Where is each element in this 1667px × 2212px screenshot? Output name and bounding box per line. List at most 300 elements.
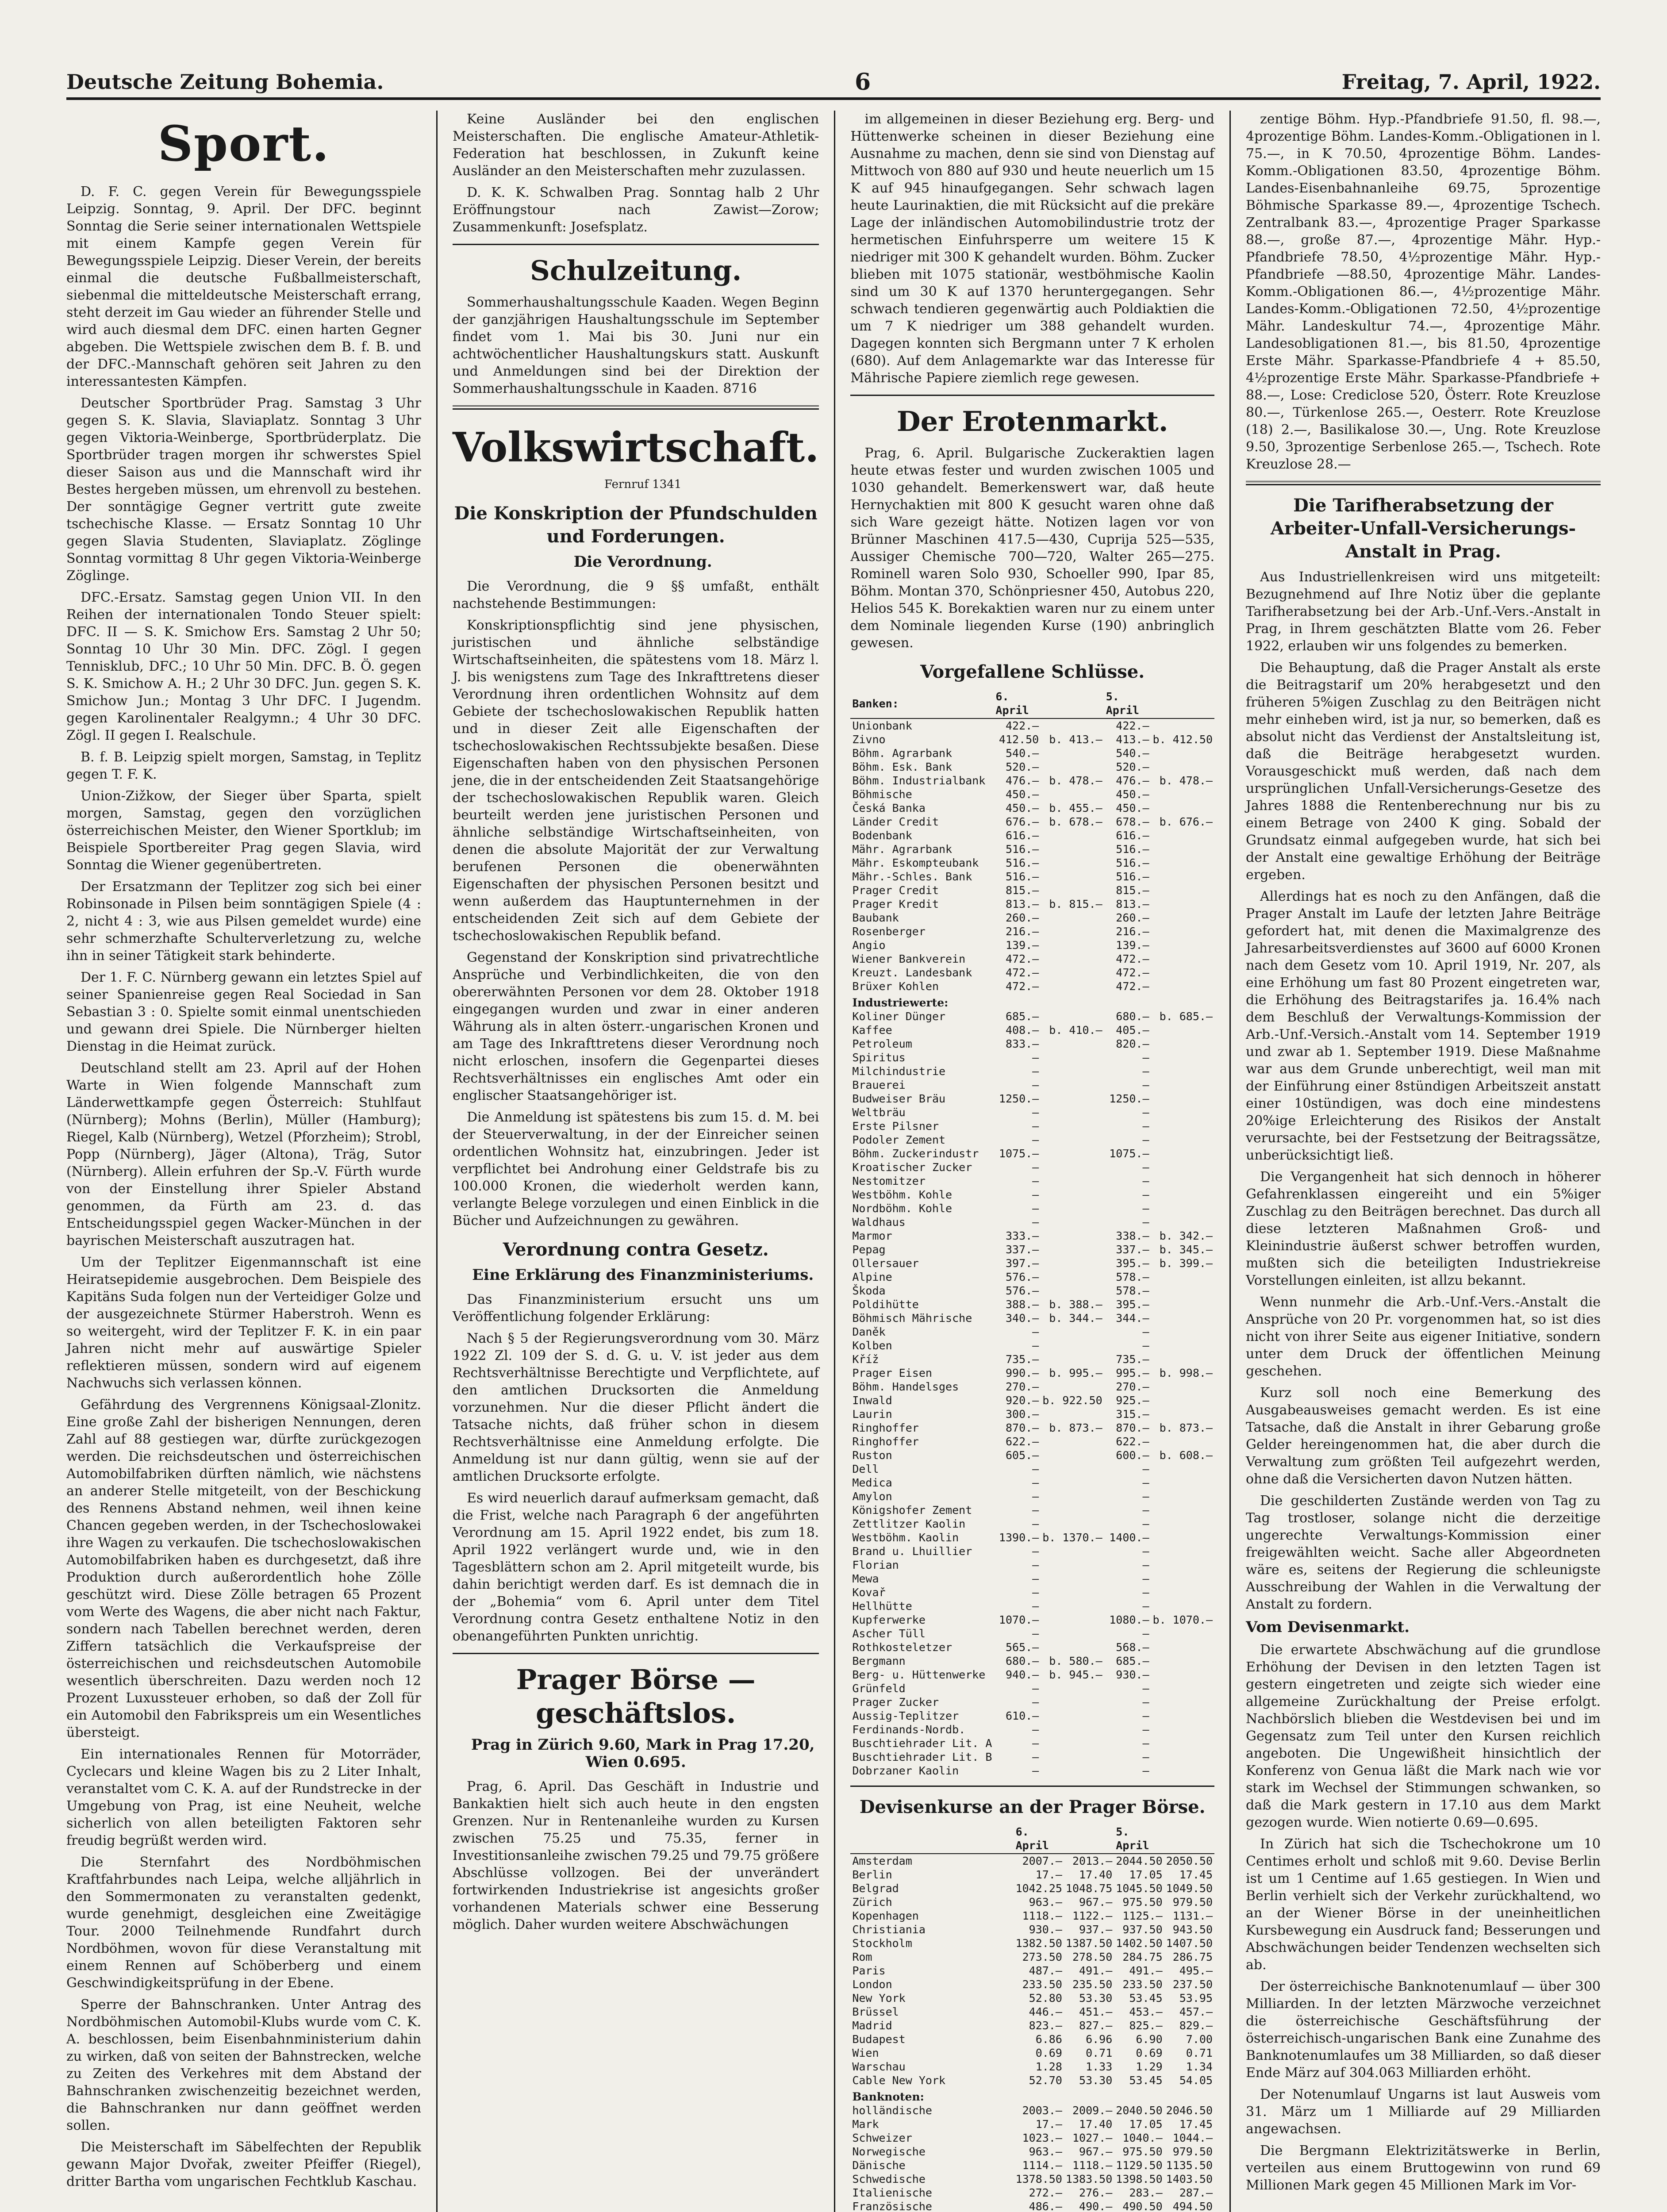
row-label: Kaffee — [852, 1024, 892, 1037]
row-value: 276.— — [1079, 2186, 1113, 2199]
row-label: Ferdinands-Nordb. — [852, 1723, 966, 1736]
row-value — [1151, 1106, 1214, 1119]
row-value: 616.— — [1005, 829, 1039, 842]
economy-title: Volkswirtschaft. — [453, 423, 819, 471]
divider — [453, 1653, 819, 1654]
row-value — [1151, 829, 1214, 842]
row-value: 600.— — [1116, 1449, 1149, 1462]
row-value — [1041, 718, 1104, 733]
table-row — [850, 787, 1214, 801]
row-value — [1151, 1517, 1214, 1531]
row-value — [1041, 1448, 1104, 1462]
row-label: Zettlitzer Kaolin — [852, 1517, 966, 1530]
sport-title: Sport. — [157, 115, 330, 172]
row-value — [1151, 870, 1214, 883]
row-value — [1041, 746, 1104, 760]
row-value — [1151, 883, 1214, 897]
row-value — [1151, 746, 1214, 760]
table-row — [850, 1640, 1214, 1654]
row-value: 450.— — [1005, 788, 1039, 801]
row-value: 450.— — [1116, 802, 1149, 814]
row-label: Florian — [852, 1559, 899, 1571]
table-row — [850, 1991, 1214, 2005]
row-value — [1151, 1270, 1214, 1284]
row-value: 1400.— — [1109, 1531, 1149, 1544]
row-value — [1041, 1202, 1104, 1215]
table-row — [850, 1599, 1214, 1613]
row-value — [1151, 1051, 1214, 1064]
row-value — [1151, 1586, 1214, 1599]
row-value: 1135.50 — [1166, 2159, 1213, 2172]
paragraph: Nach § 5 der Regierungsverordnung vom 30. März 1922 Zl. 109 der S. d. G. u. V. ist jeder aus dem Rechtsverhältnisse Berechtigte und Verpflichtete, auf den amtlichen Drucksorten die Anmeldung vorzunehmen. Nur die dieser Pflicht ändert die Tatsache nichts, daß früher schon in diesem Rechtsverhältnisse eine Anmeldung erfolgte. Die Anmeldung ist nur dann gültig, wenn sie auf der amtlichen Drucksorte erfolgte. — [453, 1331, 819, 1484]
closings-table — [850, 689, 1214, 1778]
closings-title: Vorgefallene Schlüsse. — [920, 661, 1145, 682]
industry-group — [850, 993, 1214, 1010]
row-value: 446.— — [1029, 2005, 1062, 2018]
row-value: b. 455.— — [1049, 802, 1102, 814]
row-value: — — [1142, 1709, 1149, 1722]
row-value — [1041, 1243, 1104, 1256]
row-value: — — [1032, 1325, 1039, 1338]
row-value: 676.— — [1005, 815, 1039, 828]
table-row — [850, 1750, 1214, 1764]
row-value: 813.— — [1116, 898, 1149, 910]
row-value: 408.— — [1005, 1024, 1039, 1037]
row-value: — — [1032, 1079, 1039, 1091]
paragraph: Sperre der Bahnschranken. Unter Antrag des Nordböhmischen Automobil-Klubs wurde vom C. K. A. beschlossen, beim Eisenbahnministerium dahin zu wirken, daß von seiten der Bahnstrecken, welche zu Zeiten des Verkehres mit dem Abstand der Bahnschranken zwischenzeitig bezeichnet werden, die Bahnschranken nur dann geöffnet werden sollen. — [66, 1997, 421, 2133]
article-subtitle: Die Verordnung. — [573, 553, 712, 571]
row-value: — — [1142, 1106, 1149, 1119]
row-label: Buschtiehrader Lit. A — [852, 1737, 992, 1750]
row-value: 815.— — [1005, 884, 1039, 897]
table-row — [850, 870, 1214, 883]
row-value: 735.— — [1116, 1353, 1149, 1366]
sport-paragraphs — [66, 183, 421, 2190]
row-label: Länder Credit — [852, 815, 939, 828]
row-value: — — [1032, 1696, 1039, 1709]
row-value: 516.— — [1005, 856, 1039, 869]
table-row — [850, 1709, 1214, 1723]
row-label: Rom — [852, 1951, 872, 1963]
column-3 — [835, 111, 1231, 2212]
row-label: Schweizer — [852, 2131, 912, 2144]
row-value: 6.96 — [1086, 2033, 1113, 2046]
row-value: b. 478.— — [1159, 774, 1213, 787]
row-value — [1041, 1572, 1104, 1586]
banks-body — [850, 718, 1214, 993]
row-value — [1041, 842, 1104, 856]
row-value: 17.05 — [1129, 2118, 1163, 2131]
row-value: 284.75 — [1122, 1951, 1163, 1963]
row-value — [1151, 1215, 1214, 1229]
paragraph: Die erwartete Abschwächung auf die grundlose Erhöhung der Devisen in den letzten Tagen ist gestern eingetreten und zeigte sich wieder eine allgemeine Zurückhaltung der Preise erfolgt. Nachbörslich blieben die Westdevisen bei und im Gegensatz zum Teil unter den Kursen reichlich angeboten. Die Ungewißheit hinsichtlich der Konferenz von Genua läßt die Mark nach wie vor stark im Wechsel der Stimmungen schwanken, so daß die Mark gestern in 17.10 aus dem Markt gezogen wurde. Wien notierte 0.69—0.695. — [1246, 1642, 1601, 1830]
row-value — [1041, 1517, 1104, 1531]
table-row — [850, 966, 1214, 979]
row-value: 940.— — [1005, 1668, 1039, 1681]
row-value — [1041, 1380, 1104, 1394]
row-value: — — [1142, 1065, 1149, 1078]
row-value: 52.70 — [1029, 2074, 1062, 2087]
notes-header: Banknoten: — [852, 2090, 924, 2103]
row-value — [1041, 1640, 1104, 1654]
row-label: Kopenhagen — [852, 1909, 919, 1922]
row-value — [1041, 1709, 1104, 1723]
row-value: — — [1142, 1751, 1149, 1763]
row-label: Ascher Tüll — [852, 1627, 926, 1640]
row-value: 678.— — [1116, 815, 1149, 828]
bourse-title: Prager Börse — geschäftslos. — [516, 1663, 756, 1729]
row-value: 1378.50 — [1015, 2173, 1062, 2185]
row-value — [1041, 1736, 1104, 1750]
row-label: Norwegische — [852, 2145, 926, 2158]
row-value: — — [1142, 1504, 1149, 1517]
table-row — [850, 2117, 1214, 2131]
row-value — [1151, 1160, 1214, 1174]
row-value — [1041, 1119, 1104, 1133]
table-row — [850, 1978, 1214, 1991]
row-label: Rothkosteletzer — [852, 1641, 953, 1654]
table-row — [850, 815, 1214, 829]
row-value — [1151, 1558, 1214, 1572]
row-label: Italienische — [852, 2186, 932, 2199]
row-value: b. 1370.— — [1042, 1531, 1102, 1544]
row-value: — — [1142, 1517, 1149, 1530]
row-value — [1041, 1051, 1104, 1064]
row-value: — — [1032, 1751, 1039, 1763]
row-value: — — [1142, 1202, 1149, 1215]
bonds-paragraphs — [1246, 111, 1601, 473]
column-2 — [438, 111, 835, 2212]
column-4 — [1231, 111, 1601, 2212]
row-label: Warschau — [852, 2060, 906, 2073]
table-row — [850, 1010, 1214, 1023]
table-row — [850, 801, 1214, 815]
table-row — [850, 1909, 1214, 1923]
row-label: Brand u. Lhuillier — [852, 1545, 972, 1558]
table-row — [850, 1339, 1214, 1352]
row-value — [1041, 1462, 1104, 1476]
row-value — [1151, 1325, 1214, 1339]
row-value: — — [1142, 1051, 1149, 1064]
row-value — [1151, 1435, 1214, 1448]
school-title: Schulzeitung. — [530, 254, 742, 287]
row-value: 1125.— — [1122, 1909, 1163, 1922]
row-value — [1151, 1339, 1214, 1352]
row-label: Petroleum — [852, 1037, 912, 1050]
row-label: Hellhütte — [852, 1600, 912, 1613]
row-value: 870.— — [1005, 1421, 1039, 1434]
row-value — [1041, 1284, 1104, 1298]
paragraph: Keine Ausländer bei den englischen Meisterschaften. Die englische Amateur-Athletik-Federation hat beschlossen, in Zukunft keine Ausländer an den Meisterschaften mehr zuzulassen. — [453, 111, 819, 179]
row-value: b. 410.— — [1049, 1024, 1102, 1037]
row-value: 990.— — [1005, 1367, 1039, 1379]
row-value: 0.69 — [1035, 2047, 1062, 2059]
row-value: 516.— — [1005, 843, 1039, 856]
masthead — [66, 66, 1601, 100]
row-value: — — [1142, 1490, 1149, 1503]
row-value — [1151, 856, 1214, 870]
paragraph: B. f. B. Leipzig spielt morgen, Samstag, in Teplitz gegen T. F. K. — [66, 749, 421, 782]
row-label: Brüssel — [852, 2005, 899, 2018]
table-row — [850, 1764, 1214, 1778]
sport-continued — [453, 111, 819, 236]
table-header-cell: 5. April — [1114, 1824, 1164, 1854]
paragraph: Die Bergmann Elektrizitätswerke in Berlin, verteilen aus einem Bruttogewinn von rund 69 Millionen Mark gegen 45 Millionen Mark im Vor- — [1246, 2143, 1601, 2193]
row-value — [1151, 1462, 1214, 1476]
row-label: Wiener Bankverein — [852, 952, 966, 965]
table-row — [850, 1174, 1214, 1188]
row-value: 453.— — [1129, 2005, 1163, 2018]
row-value: 829.— — [1179, 2019, 1213, 2032]
row-value: 937.— — [1079, 1923, 1113, 1936]
row-value: 17.45 — [1179, 2118, 1213, 2131]
row-label: Brüxer Kohlen — [852, 980, 939, 993]
row-value — [1041, 1010, 1104, 1023]
row-value — [1151, 1531, 1214, 1544]
row-value: 235.50 — [1072, 1978, 1113, 1991]
table-row — [850, 897, 1214, 911]
row-value — [1151, 966, 1214, 979]
row-value: 2046.50 — [1166, 2104, 1213, 2117]
row-value — [1151, 897, 1214, 911]
row-value — [1041, 966, 1104, 979]
table-row — [850, 2172, 1214, 2186]
row-value — [1151, 1695, 1214, 1709]
row-value: 17.— — [1035, 2118, 1062, 2131]
paragraph: D. F. C. gegen Verein für Bewegungsspiele Leipzig. Sonntag, 9. April. Der DFC. beginnt Sonntag die Serie seiner internationalen Wettspiele mit einem Kampfe gegen Verein für Bewegungsspiele Leipzig. Dieser Verein, der bereits einmal die deutsche Fußballmeisterschaft, siebenmal die mitteldeutsche Meisterschaft errang, steht derzeit im Gau wieder an führender Stelle und wird auch diesmal dem DFC. einen harten Gegner abgeben. Die Wettspiele zwischen dem B. f. B. und der DFC.-Mannschaft gehören seit Jahren zu den interessantesten Kämpfen. — [66, 184, 421, 389]
row-value — [1041, 1092, 1104, 1106]
row-value — [1151, 1380, 1214, 1394]
decree-title: Verordnung contra Gesetz. — [503, 1239, 769, 1260]
paragraph: Wenn nunmehr die Arb.-Unf.-Vers.-Anstalt die Ansprüche von 20 Pr. vorgenommen hat, so ist dies nicht von ihrer Seite aus eigener Initiative, sondern unter dem Druck der öffentlichen Meinung geschehen. — [1246, 1294, 1601, 1379]
table-row — [850, 1325, 1214, 1339]
paragraph: Die geschilderten Zustände werden von Tag zu Tag trostloser, solange nicht die derzeitige ungerechte Verwaltungs-Kommission einer freigewählten weicht. Sache aller Abgeordneten wäre es, seitens der Regierung die schleunigste Ausschreibung der Wahlen in die Verwaltung der Anstalt zu fordern. — [1246, 1493, 1601, 1612]
row-value: b. 342.— — [1159, 1229, 1213, 1242]
row-value: 540.— — [1005, 747, 1039, 760]
row-value: 395.— — [1116, 1298, 1149, 1311]
row-value: 2044.50 — [1116, 1855, 1163, 1867]
row-value: 578.— — [1116, 1284, 1149, 1297]
table-row — [850, 1037, 1214, 1051]
row-label: Prager Eisen — [852, 1367, 932, 1379]
table-row — [850, 1668, 1214, 1682]
row-value: — — [1142, 1723, 1149, 1736]
row-value — [1041, 1133, 1104, 1147]
row-value: 260.— — [1116, 911, 1149, 924]
row-value: 388.— — [1005, 1298, 1039, 1311]
row-label: Podoler Zement — [852, 1133, 946, 1146]
row-value — [1151, 1147, 1214, 1160]
row-value: 450.— — [1116, 788, 1149, 801]
row-value: — — [1032, 1504, 1039, 1517]
row-value — [1041, 1627, 1104, 1640]
table-row — [850, 1964, 1214, 1978]
row-value: 139.— — [1116, 939, 1149, 952]
industry-header: Industriewerte: — [852, 996, 949, 1009]
row-value: 1.29 — [1136, 2060, 1163, 2073]
row-value: — — [1032, 1559, 1039, 1571]
row-value — [1151, 1640, 1214, 1654]
row-value: 338.— — [1116, 1229, 1149, 1242]
row-value: 237.50 — [1172, 1978, 1213, 1991]
row-label: Wien — [852, 2047, 879, 2059]
paragraph: Gefährdung des Vergrennens Königsaal-Zlonitz. Eine große Zahl der bisherigen Nennungen, deren Zahl auf 88 gestiegen war, dürfte zurückgezogen werden. Die reichsdeutschen und österreichischen Automobilfabriken dürften nämlich, wie nächstens an anderer Stelle mitgeteilt, von der Beschickung des Rennens Abstand nehmen, weil ihnen keine Chancen gegeben werden, in der Tschechoslowakei ihre Wagen zu verkaufen. Die tschechoslowakischen Automobilfabriken haben es durchgesetzt, daß ihre Produktion durch außerordentlich hohe Zölle geschützt wird. Diese Zölle betragen 65 Prozent vom Werte des Wagens, die aber nicht nach Faktur, sondern nach Tabellen berechnet werden, deren Ziffern tatsächlich die Verkaufspreise der österreichischen und reichsdeutschen Automobile wesentlich überschreiten. Dazu werden noch 12 Prozent Luxussteuer erhoben, so daß der Zoll für ein Automobil den Fabrikspreis um ein Wesentliches übersteigt. — [66, 1397, 421, 1740]
row-value: 340.— — [1005, 1312, 1039, 1325]
row-value: 680.— — [1116, 1010, 1149, 1023]
row-value: 1044.— — [1172, 2131, 1213, 2144]
row-value: 17.45 — [1179, 1868, 1213, 1881]
row-value: — — [1032, 1517, 1039, 1530]
row-label: Ollersauer — [852, 1257, 919, 1270]
table-row — [850, 2060, 1214, 2074]
row-value: — — [1142, 1175, 1149, 1187]
table-row — [850, 1586, 1214, 1599]
row-value: 1250.— — [999, 1092, 1039, 1105]
row-value: 17.40 — [1079, 2118, 1113, 2131]
row-value — [1041, 1352, 1104, 1366]
row-value: 422.— — [1116, 719, 1149, 732]
row-value: — — [1142, 1572, 1149, 1585]
row-value — [1151, 1407, 1214, 1421]
table-row — [850, 1476, 1214, 1490]
table-row — [850, 925, 1214, 938]
article-title: Die Konskription der Pfundschulden und Forderungen. — [454, 503, 818, 547]
table-row — [850, 2145, 1214, 2158]
notes-body — [850, 2104, 1214, 2212]
row-value: 516.— — [1005, 870, 1039, 883]
row-value: — — [1142, 1600, 1149, 1613]
row-label: London — [852, 1978, 892, 1991]
row-value: 1049.50 — [1166, 1882, 1213, 1895]
row-value: — — [1142, 1216, 1149, 1229]
masthead-page-number: 6 — [854, 68, 871, 96]
table-row — [850, 718, 1214, 733]
row-value: 6.86 — [1035, 2033, 1062, 2046]
row-label: Französische — [852, 2200, 932, 2212]
row-label: Belgrad — [852, 1882, 899, 1895]
row-label: Böhm. Zuckerindustr — [852, 1147, 979, 1160]
school-paragraphs — [453, 294, 819, 397]
table-header-cell: 5. April — [1104, 689, 1151, 718]
table-row — [850, 1503, 1214, 1517]
row-value: 405.— — [1116, 1024, 1149, 1037]
row-value: 568.— — [1116, 1641, 1149, 1654]
row-value: — — [1142, 1559, 1149, 1571]
row-value: — — [1032, 1216, 1039, 1229]
row-value — [1151, 760, 1214, 774]
table-header-cell — [1041, 689, 1104, 718]
row-value: 815.— — [1116, 884, 1149, 897]
row-value: b. 815.— — [1049, 898, 1102, 910]
row-value: 995.— — [1116, 1367, 1149, 1379]
table-row — [850, 1064, 1214, 1078]
row-value: 457.— — [1179, 2005, 1213, 2018]
row-value: 813.— — [1005, 898, 1039, 910]
row-value: 2013.— — [1072, 1855, 1113, 1867]
divider — [453, 244, 819, 245]
row-label: Koliner Dünger — [852, 1010, 946, 1023]
row-label: Angio — [852, 939, 886, 952]
row-label: Mähr. Agrarbank — [852, 843, 953, 856]
row-label: Waldhaus — [852, 1216, 906, 1229]
row-value: 333.— — [1005, 1229, 1039, 1242]
paragraph: Kurz soll noch eine Bemerkung des Ausgabeausweises gemacht werden. Es ist eine Tatsache, daß die Anstalt in ihrer Gebarung große Gelder hereingenommen hat, die aber durch die Verwaltung zum größten Teil aufgezehrt werden, ohne daß die Versicherten davon Nutzen hätten. — [1246, 1385, 1601, 1487]
row-label: Budweiser Bräu — [852, 1092, 946, 1105]
table-row — [850, 2186, 1214, 2200]
table-row — [850, 1215, 1214, 1229]
table-row — [850, 774, 1214, 787]
columns — [66, 111, 1601, 2212]
table-row — [850, 1352, 1214, 1366]
row-value: — — [1142, 1120, 1149, 1133]
row-value: 1398.50 — [1116, 2173, 1163, 2185]
row-value: — — [1032, 1202, 1039, 1215]
table-header-cell: 6. April — [994, 689, 1041, 718]
fx-market-title: Vom Devisenmarkt. — [1246, 1618, 1410, 1636]
row-value: 963.— — [1029, 1896, 1062, 1909]
table-row — [850, 2104, 1214, 2117]
row-label: New York — [852, 1992, 906, 2005]
row-value: — — [1142, 1682, 1149, 1695]
table-row — [850, 829, 1214, 842]
row-value: 54.05 — [1179, 2074, 1213, 2087]
row-value: 1042.25 — [1015, 1882, 1062, 1895]
row-value: 315.— — [1116, 1408, 1149, 1421]
row-label: Mark — [852, 2118, 879, 2131]
row-label: Dänische — [852, 2159, 906, 2172]
row-value: 967.— — [1079, 1896, 1113, 1909]
paragraph: Die Behauptung, daß die Prager Anstalt als erste die Beitragstarif um 20% herabgesetzt und den früheren 5%igen Zuschlag zu den Beiträgen nicht mehr einheben wird, ist ja nur, so bemerken, daß es absolut nicht das Verdienst der Anstaltsleitung ist, daß die Beiträge herabgesetzt wurden. Vorausgeschickt muß werden, daß nach dem ursprünglichen Unfall-Versicherungs-Gesetze des Jahres 1888 die Rentenberechnung nur bis zu einem Betrage von 2400 K ging. Sobald der Grundsatz einmal aufgegeben wurde, hat sich bei der Anstalt eine gewaltige Erhöhung der Beiträge ergeben. — [1246, 660, 1601, 883]
row-value: 979.50 — [1172, 2145, 1213, 2158]
bourse-paragraphs — [453, 1778, 819, 1933]
table-header-cell — [1064, 1824, 1114, 1854]
row-value: 53.45 — [1129, 1992, 1163, 2005]
row-label: Böhm. Industrialbank — [852, 774, 986, 787]
row-value — [1151, 1476, 1214, 1490]
row-value: 930.— — [1029, 1923, 1062, 1936]
row-value: 52.80 — [1029, 1992, 1062, 2005]
table-row — [850, 1270, 1214, 1284]
row-value: 17.05 — [1129, 1868, 1163, 1881]
row-label: Böhm. Esk. Bank — [852, 760, 953, 773]
kroten-title: Der Erotenmarkt. — [896, 405, 1168, 438]
row-value: 450.— — [1005, 802, 1039, 814]
row-value: 930.— — [1116, 1668, 1149, 1681]
row-value: — — [1142, 1339, 1149, 1352]
row-value: 1383.50 — [1065, 2173, 1113, 2185]
row-value — [1151, 1352, 1214, 1366]
table-row — [850, 1092, 1214, 1106]
row-value: — — [1032, 1339, 1039, 1352]
row-value: 516.— — [1116, 843, 1149, 856]
table-row — [850, 1243, 1214, 1256]
paragraph: Die Vergangenheit hat sich dennoch in höherer Gefahrenklassen eingereiht und ein 5%iger Zuschlag zu den Beiträgen berechnet. Das durch all diese letzteren Maßnahmen Groß- und Kleinindustrie äußerst schwer betroffen wurden, mußten sich die beteiligten Industriekreise Vorstellungen einleiten, ist allzu bekannt. — [1246, 1169, 1601, 1288]
notes-group — [850, 2087, 1214, 2104]
row-value: 395.— — [1116, 1257, 1149, 1270]
row-value: 1387.50 — [1065, 1937, 1113, 1950]
row-value: b. 399.— — [1159, 1257, 1213, 1270]
row-value: — — [1032, 1586, 1039, 1599]
row-value: 1075.— — [999, 1147, 1039, 1160]
paragraph: Prag, 6. April. Bulgarische Zuckeraktien lagen heute etwas fester und wurden zwischen 1005 und 1030 gehandelt. Bemerkenswert war, daß heute Hernychaktien mit 800 K gesucht waren ohne daß sich Ware gezeigt hätte. Notizen lagen vor von Brünner Maschinen 417.5—430, Cuprija 525—535, Aussiger Chemische 700—720, Walter 265—275. Rominell waren Solo 930, Schoeller 990, Ipar 85, Böhm. Montan 370, Schönpriesner 450, Autobus 220, Helios 545 K. Borekaktien waren nur zu einem unter dem Nominale liegenden Kurse (190) anbringlich gewesen. — [850, 445, 1214, 651]
row-label: Inwald — [852, 1394, 892, 1407]
row-label: Böhmische — [852, 788, 912, 801]
row-value: b. 685.— — [1159, 1010, 1213, 1023]
row-value — [1041, 760, 1104, 774]
row-value: 610.— — [1005, 1709, 1039, 1722]
row-value: 979.50 — [1172, 1896, 1213, 1909]
row-value: 397.— — [1005, 1257, 1039, 1270]
